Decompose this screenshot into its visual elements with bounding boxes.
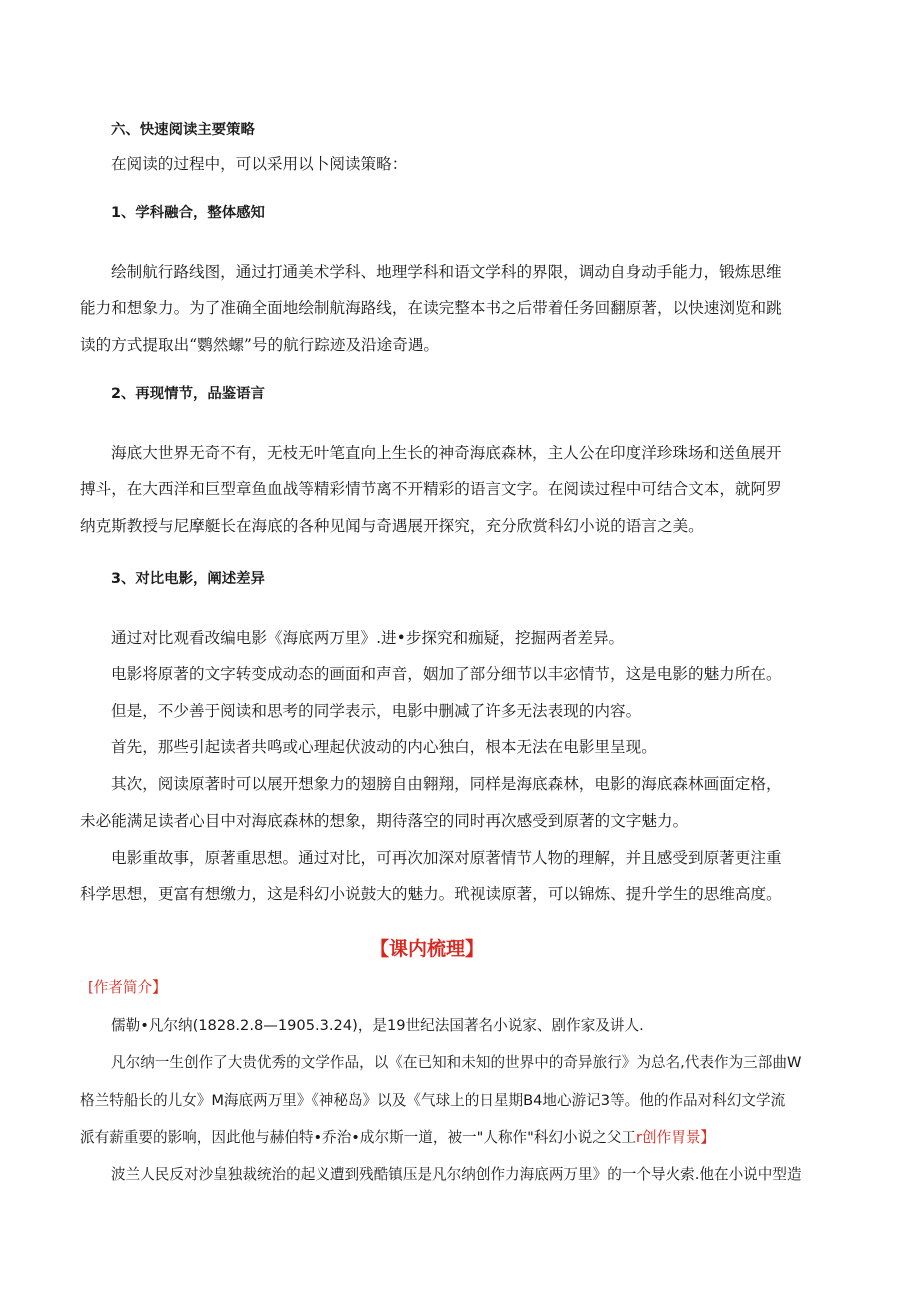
author-line: 儒勒•凡尔纳(1828.2.8—1905.3.24)，是19世纪法国著名小说家、剧作家及讲人. <box>111 1017 644 1034</box>
author-line: 格兰特船长的儿女》M海底两万里》《神秘岛》以及《气球上的日星期B4地心游记3等。他的作品对科幻文学流 <box>80 1092 786 1109</box>
strategy-2-heading: 2、再现情节，品鉴语言 <box>111 386 265 402</box>
author-line: 凡尔纳一生创作了大贵优秀的文学作品，以《在已知和未知的世界中的奇异旅行》为总名,代表作为三部曲W <box>111 1054 802 1071</box>
strategy-3-line: 其次，阅读原著时可以展开想象力的翅膀自由翱翔，同样是海底森林，电影的海底森林画面定格， <box>111 775 782 793</box>
section-heading: 六、快速阅读主要策略 <box>111 122 255 138</box>
author-label: [作者简介】 <box>88 979 167 996</box>
strategy-3-line: 未必能满足读者心目中对海底森林的想象，期待落空的同时再次感受到原著的文字魅力。 <box>80 812 689 830</box>
strategy-3-line: 首先，那些引起读者共鸣或心理起伏波动的内心独白，根本无法在电影里呈现。 <box>111 738 657 756</box>
strategy-2-line: 纳克斯教授与尼摩艇长在海底的各种见闻与奇遇展开探究，充分欣赏科幻小说的语言之美。 <box>80 517 704 535</box>
strategy-1-line: 读的方式提取出“鹦然螺”号的航行踪迹及沿途奇遇。 <box>80 336 440 354</box>
background-label: r创作胃景】 <box>636 1129 716 1146</box>
strategy-3-line: 科学思想，更富有想缴力，这是科幻小说鼓大的魅力。玳视读原著，可以锦炼、提升学生的思维高度。 <box>80 885 782 903</box>
strategy-1-heading: 1、学科融合，整体感知 <box>111 205 265 221</box>
author-line: 派有薪重要的影响，因此他与赫伯特•乔治•成尔斯一道，被一"人称作"科幻小说之父工 <box>80 1129 637 1146</box>
strategy-2-line: 搏斗，在大西洋和巨型章鱼血战等精彩情节离不开精彩的语言文字。在阅读过程中可结合文本，就阿罗 <box>80 480 782 498</box>
background-line: 波兰人民反对沙皇独裁统治的起义遭到残酷镇压是凡尔纳创作力海底两万里》的一个导火索.他在小说中型造 <box>111 1166 802 1183</box>
strategy-3-line: 电影将原著的文字转变成动态的画面和声音，姻加了部分细节以丰宓情节，这是电影的魅力所在。 <box>111 665 782 683</box>
strategy-1-line: 绘制航行路线图，通过打通美术学科、地理学科和语文学科的界限，调动自身动手能力，锻炼思维 <box>111 263 782 281</box>
strategy-3-line: 但是，不少善于阅读和思考的同学表示，电影中删减了许多无法表现的内容。 <box>111 702 642 720</box>
intro-paragraph: 在阅读的过程中，可以采用以卜阅读策略： <box>111 155 408 173</box>
strategy-3-line: 通过对比观看改编电影《海底两万里》.进•步探究和痂疑，挖掘两者差异。 <box>111 629 625 647</box>
strategy-1-line: 能力和想象力。为了准确全面地绘制航海路线，在读完整本书之后带着任务回翻原著，以快速浏览和跳 <box>80 299 782 317</box>
section-title: 【课内梳理】 <box>370 938 485 960</box>
author-line-with-label <box>80 1131 715 1146</box>
strategy-2-line: 海底大世界无奇不有，无枝无叶笔直向上生长的神奇海底森林，主人公在印度洋珍珠场和送鱼展开 <box>111 444 782 462</box>
strategy-3-line: 电影重故事，原著重思想。通过对比，可再次加深对原著情节人物的理解，并且感受到原著更注重 <box>111 849 782 867</box>
strategy-3-heading: 3、对比电影，阐述差异 <box>111 571 265 587</box>
